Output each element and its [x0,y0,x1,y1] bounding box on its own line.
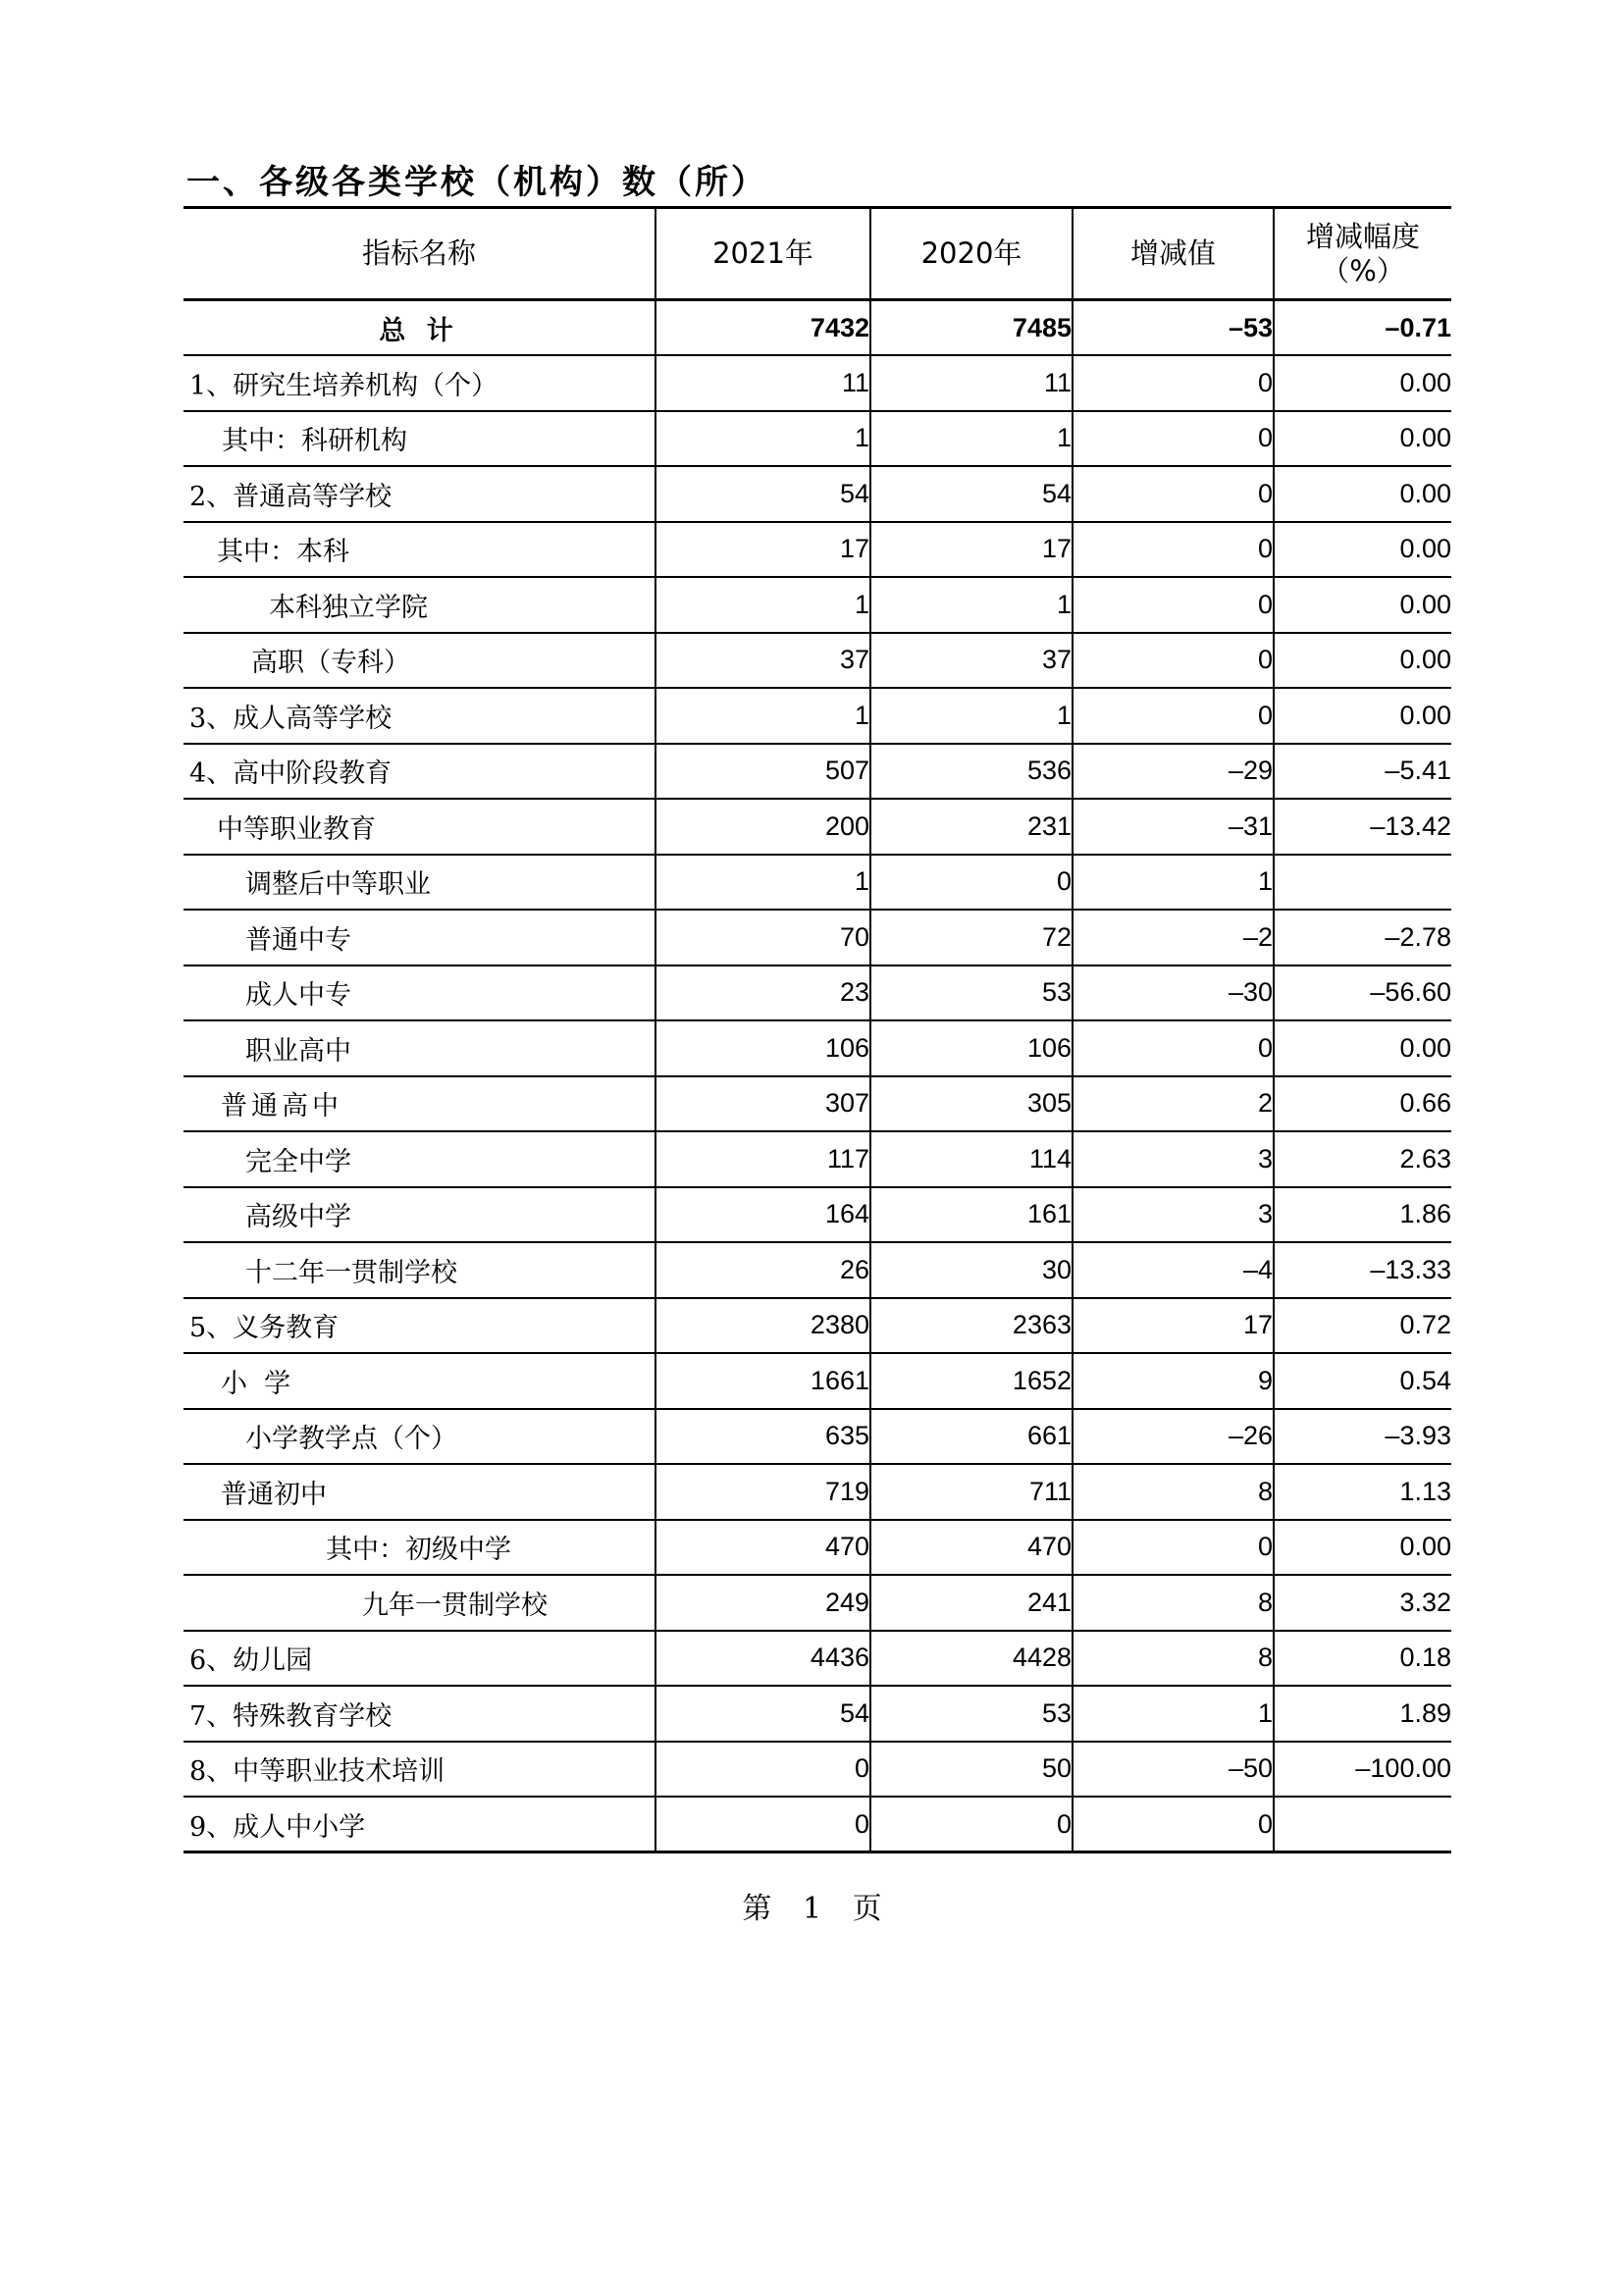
header-2020: 2020年 [870,208,1073,300]
value-2020: 37 [870,633,1073,689]
table-row [183,466,1451,522]
value-2021: 26 [655,1242,870,1298]
row-name: 本科独立学院 [183,577,655,633]
value-2020: 1 [870,688,1073,744]
value-2021: 635 [655,1409,870,1465]
value-diff: 0 [1073,633,1274,689]
table-row [183,1076,1451,1132]
value-diff: –4 [1073,1242,1274,1298]
value-2021: 23 [655,965,870,1021]
value-2021: 4436 [655,1631,870,1687]
statistics-table [183,206,1451,1853]
table-row [183,1631,1451,1687]
value-2021: 70 [655,910,870,965]
row-name: 普通高中 [183,1076,655,1132]
table-row [183,1464,1451,1520]
row-name: 调整后中等职业 [183,855,655,911]
row-name: 5、义务教育 [183,1298,655,1354]
row-name: 6、幼儿园 [183,1631,655,1687]
row-name: 普通中专 [183,910,655,965]
value-2020: 161 [870,1187,1073,1243]
table-row [183,1409,1451,1465]
row-name: 九年一贯制学校 [183,1575,655,1631]
table-row [183,910,1451,965]
row-name: 职业高中 [183,1020,655,1076]
value-2020: 0 [870,855,1073,911]
value-2020: 1 [870,411,1073,467]
value-pct: –56.60 [1274,965,1451,1021]
table-row [183,1020,1451,1076]
table-row [183,1797,1451,1852]
header-2021: 2021年 [655,208,870,300]
value-2020: 30 [870,1242,1073,1298]
value-2021: 11 [655,355,870,411]
value-2021: 117 [655,1131,870,1187]
value-2020: 1652 [870,1353,1073,1409]
value-pct: 0.00 [1274,1520,1451,1576]
table-row [183,1520,1451,1576]
value-2020: 661 [870,1409,1073,1465]
header-change-value: 增减值 [1073,208,1274,300]
value-diff: 1 [1073,1686,1274,1742]
value-2021: 1 [655,577,870,633]
row-name: 小 学 [183,1353,655,1409]
value-diff: 8 [1073,1464,1274,1520]
value-diff: 9 [1073,1353,1274,1409]
value-diff: 8 [1073,1631,1274,1687]
row-name: 成人中专 [183,965,655,1021]
row-name: 其中：科研机构 [183,411,655,467]
value-2021: 7432 [655,300,870,356]
value-2021: 200 [655,799,870,855]
value-pct: 0.00 [1274,688,1451,744]
value-diff: –26 [1073,1409,1274,1465]
value-2021: 0 [655,1742,870,1798]
table-row [183,744,1451,800]
value-diff: –30 [1073,965,1274,1021]
value-diff: 1 [1073,855,1274,911]
table-row [183,855,1451,911]
value-pct: –100.00 [1274,1742,1451,1798]
value-2020: 536 [870,744,1073,800]
table-row [183,1686,1451,1742]
header-change-percent: 增减幅度（%） [1274,208,1451,300]
value-diff: 0 [1073,688,1274,744]
value-2020: 1 [870,577,1073,633]
value-2020: 17 [870,522,1073,578]
value-2021: 106 [655,1020,870,1076]
row-name: 普通初中 [183,1464,655,1520]
value-2021: 37 [655,633,870,689]
row-name: 小学教学点（个） [183,1409,655,1465]
value-2021: 507 [655,744,870,800]
table-row [183,1187,1451,1243]
value-diff: –2 [1073,910,1274,965]
value-pct: 0.00 [1274,577,1451,633]
table-row [183,522,1451,578]
row-name: 9、成人中小学 [183,1797,655,1852]
table-row [183,577,1451,633]
value-diff: 2 [1073,1076,1274,1132]
value-2020: 106 [870,1020,1073,1076]
value-pct: 3.32 [1274,1575,1451,1631]
table-row-total [183,300,1451,356]
value-2020: 4428 [870,1631,1073,1687]
value-pct: 0.18 [1274,1631,1451,1687]
value-pct: 2.63 [1274,1131,1451,1187]
value-2020: 11 [870,355,1073,411]
value-2020: 305 [870,1076,1073,1132]
value-pct: 0.66 [1274,1076,1451,1132]
value-diff: 8 [1073,1575,1274,1631]
value-pct: 0.00 [1274,1020,1451,1076]
table-row [183,355,1451,411]
value-2021: 470 [655,1520,870,1576]
value-diff: 3 [1073,1187,1274,1243]
value-diff: 0 [1073,1520,1274,1576]
value-2021: 307 [655,1076,870,1132]
value-2021: 54 [655,1686,870,1742]
row-name: 高职（专科） [183,633,655,689]
header-indicator-name: 指标名称 [183,208,655,300]
value-2020: 50 [870,1742,1073,1798]
row-name: 十二年一贯制学校 [183,1242,655,1298]
row-name: 总 计 [183,300,655,356]
value-2020: 114 [870,1131,1073,1187]
table-row [183,1353,1451,1409]
row-name: 其中：初级中学 [183,1520,655,1576]
row-name: 完全中学 [183,1131,655,1187]
value-2020: 231 [870,799,1073,855]
page-number: 第 1 页 [742,1892,882,1926]
value-pct: 0.72 [1274,1298,1451,1354]
row-name: 1、研究生培养机构（个） [183,355,655,411]
value-2021: 1661 [655,1353,870,1409]
value-pct: 1.13 [1274,1464,1451,1520]
value-pct: 1.86 [1274,1187,1451,1243]
value-2021: 0 [655,1797,870,1852]
value-2020: 7485 [870,300,1073,356]
value-2021: 17 [655,522,870,578]
table-row [183,411,1451,467]
value-pct: 0.00 [1274,633,1451,689]
value-2020: 470 [870,1520,1073,1576]
value-diff: –29 [1073,744,1274,800]
value-pct: 0.00 [1274,466,1451,522]
row-name: 高级中学 [183,1187,655,1243]
value-2020: 711 [870,1464,1073,1520]
row-name: 其中：本科 [183,522,655,578]
value-pct [1274,855,1451,911]
value-2020: 72 [870,910,1073,965]
value-2021: 719 [655,1464,870,1520]
value-2020: 2363 [870,1298,1073,1354]
value-diff: –50 [1073,1742,1274,1798]
value-2021: 164 [655,1187,870,1243]
value-diff: 3 [1073,1131,1274,1187]
row-name: 8、中等职业技术培训 [183,1742,655,1798]
row-name: 3、成人高等学校 [183,688,655,744]
value-2021: 1 [655,855,870,911]
value-pct: –0.71 [1274,300,1451,356]
value-2021: 249 [655,1575,870,1631]
value-2020: 54 [870,466,1073,522]
value-2020: 53 [870,1686,1073,1742]
value-diff: 0 [1073,411,1274,467]
value-diff: 0 [1073,577,1274,633]
value-2021: 54 [655,466,870,522]
value-2021: 2380 [655,1298,870,1354]
value-2020: 53 [870,965,1073,1021]
value-pct: 0.00 [1274,355,1451,411]
value-2020: 0 [870,1797,1073,1852]
value-diff: 17 [1073,1298,1274,1354]
table-row [183,1298,1451,1354]
row-name: 7、特殊教育学校 [183,1686,655,1742]
value-2021: 1 [655,688,870,744]
table-row [183,1131,1451,1187]
value-pct: –13.42 [1274,799,1451,855]
page-title: 一、各级各类学校（机构）数（所） [186,163,767,202]
value-2021: 1 [655,411,870,467]
value-pct: 0.54 [1274,1353,1451,1409]
value-diff: 0 [1073,522,1274,578]
table-row [183,1242,1451,1298]
table-row [183,965,1451,1021]
row-name: 4、高中阶段教育 [183,744,655,800]
table-row [183,688,1451,744]
table-header-row [183,208,1451,300]
value-diff: 0 [1073,466,1274,522]
value-pct: 0.00 [1274,411,1451,467]
value-diff: –31 [1073,799,1274,855]
row-name: 2、普通高等学校 [183,466,655,522]
value-2020: 241 [870,1575,1073,1631]
value-pct: 0.00 [1274,522,1451,578]
value-pct: –3.93 [1274,1409,1451,1465]
value-diff: 0 [1073,1020,1274,1076]
value-diff: 0 [1073,355,1274,411]
table-row [183,633,1451,689]
value-pct: –5.41 [1274,744,1451,800]
row-name: 中等职业教育 [183,799,655,855]
table-row [183,1742,1451,1798]
value-pct [1274,1797,1451,1852]
table-row [183,1575,1451,1631]
value-pct: 1.89 [1274,1686,1451,1742]
value-diff: –53 [1073,300,1274,356]
value-pct: –2.78 [1274,910,1451,965]
value-pct: –13.33 [1274,1242,1451,1298]
table-row [183,799,1451,855]
value-diff: 0 [1073,1797,1274,1852]
